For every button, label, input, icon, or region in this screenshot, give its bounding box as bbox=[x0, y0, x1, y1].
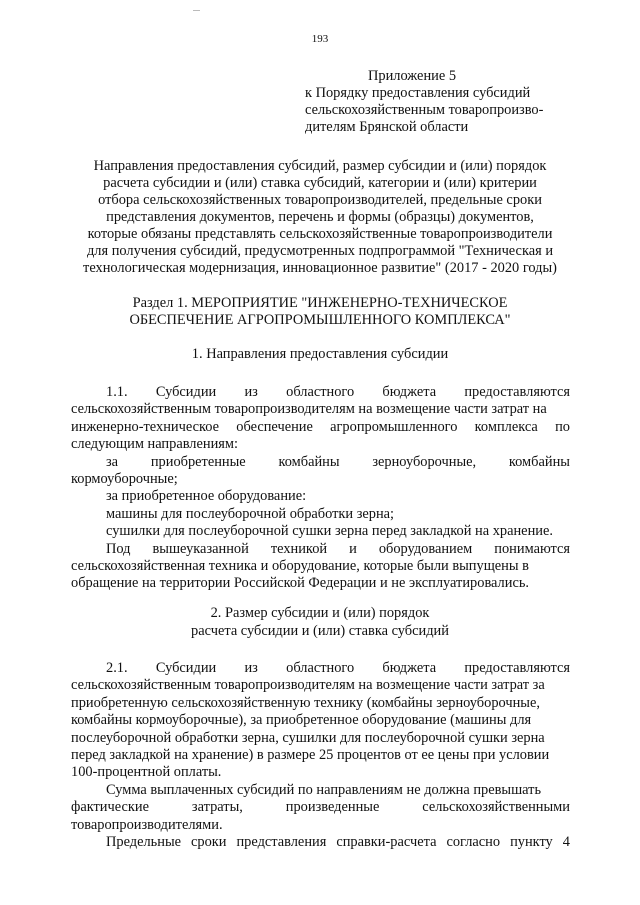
appendix-line: сельскохозяйственным товаропроизво- bbox=[305, 102, 544, 118]
subsection-heading-1: 1. Направления предоставления субсидии bbox=[191, 346, 449, 362]
document-title bbox=[70, 158, 570, 277]
appendix-block bbox=[305, 68, 605, 136]
text-line: сельскохозяйственным товаропроизводителям на возмещение части затрат за bbox=[71, 677, 545, 694]
appendix-line: Приложение 5 bbox=[368, 68, 457, 84]
text-line: комбайны кормоуборочные), за приобретенное оборудование (машины для bbox=[71, 712, 532, 729]
text-line: перед закладкой на хранение) в размере 25 процентов от ее цены при условии bbox=[71, 746, 550, 763]
heading-line: 2. Размер субсидии и (или) порядок bbox=[210, 605, 430, 621]
justified-line: инженерно-техническое обеспечение агропромышленного комплекса по bbox=[71, 418, 570, 435]
title-line: расчета субсидии и (или) ставка субсидий, категории и (или) критерии bbox=[103, 175, 537, 191]
text-line: сушилки для послеуборочной сушки зерна перед закладкой на хранение. bbox=[106, 523, 553, 540]
subsection-heading-2 bbox=[70, 604, 570, 640]
text-line: послеуборочной обработки зерна, сушилки для послеуборочной сушки зерна bbox=[71, 729, 545, 746]
text-line: товаропроизводителями. bbox=[71, 816, 223, 833]
paragraph-1 bbox=[71, 384, 570, 593]
scan-mark bbox=[193, 10, 200, 11]
text-line: Сумма выплаченных субсидий по направлениям не должна превышать bbox=[106, 781, 542, 798]
text-line: кормоуборочные; bbox=[71, 470, 178, 487]
paragraph-2 bbox=[71, 660, 570, 851]
text-line: следующим направлениям: bbox=[71, 436, 239, 453]
page-number: 193 bbox=[311, 33, 329, 45]
text-line: приобретенную сельскохозяйственную технику (комбайны зерноуборочные, bbox=[71, 694, 540, 711]
text-line: обращение на территории Российской Федерации и не эксплуатировались. bbox=[71, 575, 529, 592]
text-line: машины для послеуборочной обработки зерна; bbox=[106, 505, 395, 522]
justified-line: за приобретенные комбайны зерноуборочные, комбайны bbox=[106, 453, 570, 470]
heading-line: расчета субсидии и (или) ставка субсидий bbox=[191, 623, 449, 639]
appendix-line: к Порядку предоставления субсидий bbox=[305, 85, 531, 101]
text-line: 100-процентной оплаты. bbox=[71, 764, 222, 781]
section-line: ОБЕСПЕЧЕНИЕ АГРОПРОМЫШЛЕННОГО КОМПЛЕКСА" bbox=[129, 312, 511, 328]
title-line: отбора сельскохозяйственных товаропроизводителей, предельные сроки bbox=[98, 192, 542, 208]
justified-line: 2.1. Субсидии из областного бюджета предоставляются bbox=[106, 660, 570, 676]
text-line: сельскохозяйственным товаропроизводителям на возмещение части затрат на bbox=[71, 401, 547, 418]
appendix-line: дителям Брянской области bbox=[305, 119, 469, 135]
justified-line: Предельные сроки представления справки-расчета согласно пункту 4 bbox=[106, 833, 570, 850]
justified-line: фактические затраты, произведенные сельскохозяйственными bbox=[71, 799, 570, 816]
text-line: за приобретенное оборудование: bbox=[106, 488, 307, 505]
justified-line: 1.1. Субсидии из областного бюджета предоставляются bbox=[106, 384, 570, 400]
section-line: Раздел 1. МЕРОПРИЯТИЕ "ИНЖЕНЕРНО-ТЕХНИЧЕСКОЕ bbox=[132, 295, 508, 311]
justified-line: Под вышеуказанной техникой и оборудованием понимаются bbox=[106, 540, 570, 557]
section-heading bbox=[70, 295, 570, 329]
title-line: представления документов, перечень и формы (образцы) документов, bbox=[106, 209, 534, 225]
title-line: которые обязаны представлять сельскохозяйственные товаропроизводители bbox=[87, 226, 553, 242]
title-line: технологическая модернизация, инновационное развитие" (2017 - 2020 годы) bbox=[83, 260, 557, 276]
text-line: сельскохозяйственная техника и оборудование, которые были выпущены в bbox=[71, 557, 529, 574]
title-line: Направления предоставления субсидий, размер субсидии и (или) порядок bbox=[93, 158, 547, 174]
title-line: для получения субсидий, предусмотренных подпрограммой "Техническая и bbox=[86, 243, 554, 259]
